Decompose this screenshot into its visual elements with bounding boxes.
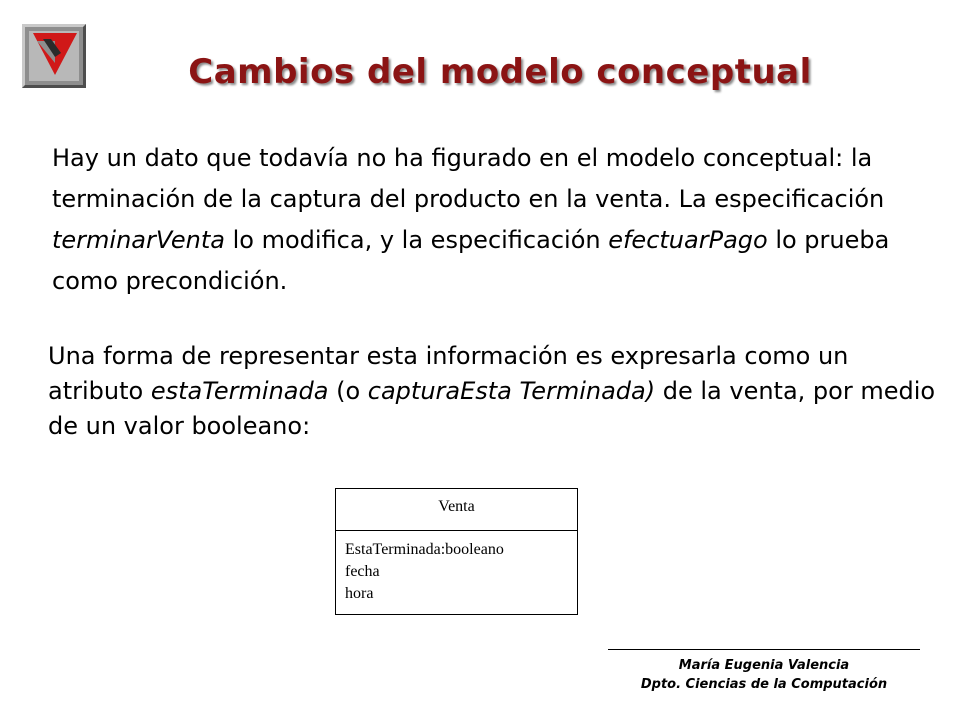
uml-attribute: EstaTerminada:booleano	[345, 541, 504, 558]
paragraph-1: Hay un dato que todavía no ha figurado en el modelo conceptual: la terminación de la captura del producto en la venta. La especificación terminarVenta lo modifica, y la especificación efectuarPago lo prueba como precondición.	[52, 144, 890, 295]
uml-attribute: fecha	[345, 563, 380, 580]
footer-divider	[608, 649, 920, 650]
slide-title: Cambios del modelo conceptual	[188, 52, 812, 92]
uml-attribute: hora	[345, 585, 374, 602]
uml-class-name: Venta	[336, 489, 577, 531]
uml-attribute-list	[336, 531, 577, 605]
footer	[608, 656, 920, 694]
footer-author: María Eugenia Valencia	[678, 658, 850, 673]
paragraph-2: Una forma de representar esta información es expresarla como un atributo estaTerminada (o capturaEsta Terminada) de la venta, por medio de un valor booleano:	[48, 342, 936, 440]
uml-class-venta	[335, 488, 578, 615]
footer-department: Dpto. Ciencias de la Computación	[640, 677, 888, 692]
